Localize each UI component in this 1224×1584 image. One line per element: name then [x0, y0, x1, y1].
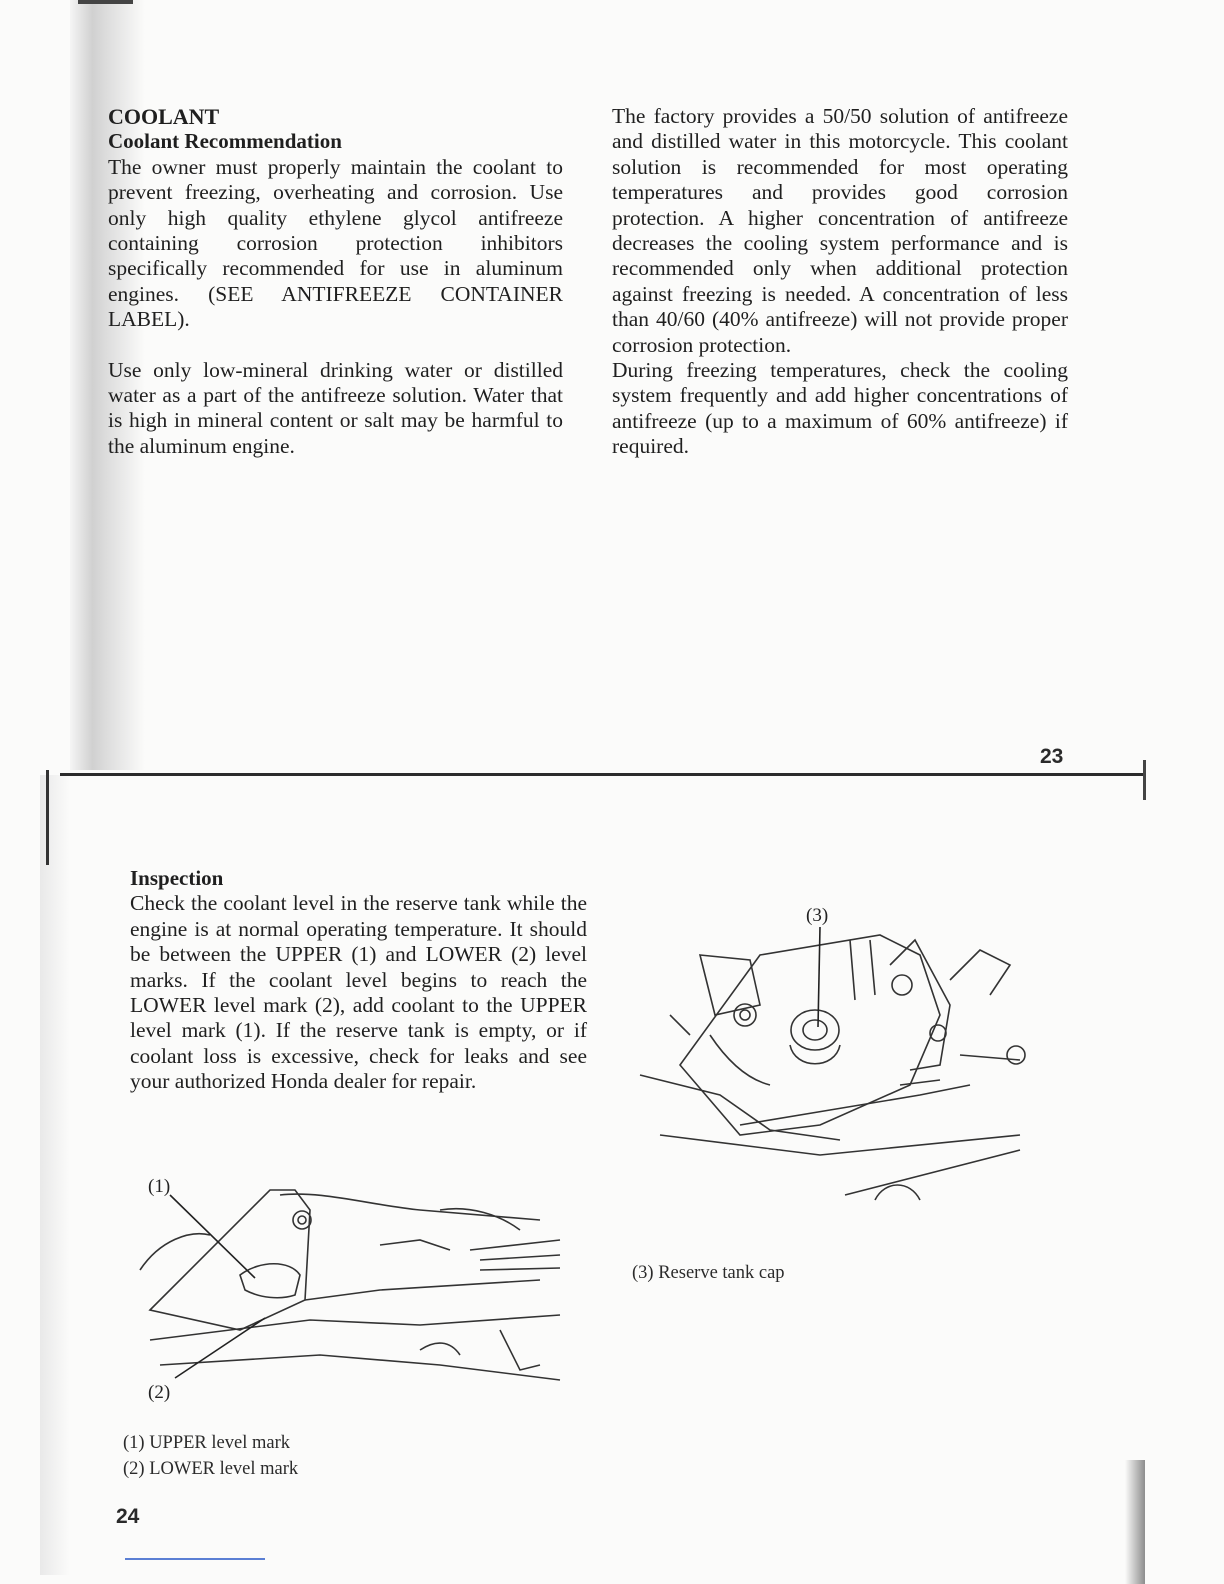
paragraph: The owner must properly maintain the coolant to prevent freezing, overheating and corrosion. Use only high quality ethylene glycol antifreeze containing corrosion protection inhibitors specifically recommended for use in aluminum engines. (SEE ANTIFREEZE CONTAINER LABEL).: [108, 154, 563, 332]
paragraph: During freezing temperatures, check the cooling system frequently and add higher concentrations of antifreeze (up to a maximum of 60% antifreeze) if required.: [612, 358, 1068, 459]
scan-binding-shadow-bottom: [40, 775, 70, 1575]
subheading-coolant-recommendation: Coolant Recommendation: [108, 129, 342, 154]
leader-line-3: [818, 927, 820, 1027]
reserve-tank-illustration: [120, 1150, 575, 1420]
section-heading-coolant: COOLANT: [108, 104, 220, 129]
coolant-recommendation-column: [108, 104, 563, 459]
callout-1: (1): [148, 1176, 171, 1197]
reserve-tank-cap-diagram: [620, 895, 1080, 1240]
reserve-tank-level-diagram: [120, 1150, 575, 1420]
reserve-tank-cap-illustration: [620, 895, 1080, 1240]
paragraph: The factory provides a 50/50 solution of antifreeze and distilled water in this motorcycle. This coolant solution is recommended for most operating temperatures and provides good corrosion protection. A higher concentration of antifreeze decreases the cooling system performance and is recommended only when additional protection against freezing is needed. A concentration of less than 40/60 (40% antifreeze) will not provide proper corrosion protection.: [612, 104, 1068, 357]
paragraph: Check the coolant level in the reserve tank while the engine is at normal operating temperature. It should be between the UPPER (1) and LOWER (2) level marks. If the coolant level begins to reach the LOWER level mark (2), add coolant to the UPPER level mark (1). If the reserve tank is empty, or if coolant loss is excessive, check for leaks and see your authorized Honda dealer for repair.: [130, 891, 587, 1094]
antifreeze-solution-column: [612, 104, 1068, 460]
scan-edge-shadow: [1125, 1460, 1145, 1584]
page-divider-line: [60, 773, 1145, 776]
paragraph: Use only low-mineral drinking water or distilled water as a part of the antifreeze solution. Water that is high in mineral content or salt may be harmful to the aluminum engine.: [108, 357, 563, 458]
inspection-column: [130, 866, 587, 1095]
caption-upper-level-mark: (1) UPPER level mark: [123, 1433, 290, 1453]
scan-edge-mark: [78, 0, 133, 4]
caption-reserve-tank-cap: (3) Reserve tank cap: [632, 1263, 785, 1283]
page-corner-left: [46, 770, 49, 865]
page-number: 24: [116, 1505, 140, 1528]
page-corner-right: [1143, 760, 1146, 800]
leader-line-2: [175, 1318, 265, 1378]
subheading-inspection: Inspection: [130, 866, 224, 890]
scan-underline-artifact: [125, 1558, 265, 1560]
page-number: 23: [1040, 745, 1064, 768]
figure-caption-left: [123, 1430, 298, 1482]
callout-2: (2): [148, 1382, 171, 1403]
callout-3: (3): [806, 905, 829, 926]
caption-lower-level-mark: (2) LOWER level mark: [123, 1459, 299, 1479]
